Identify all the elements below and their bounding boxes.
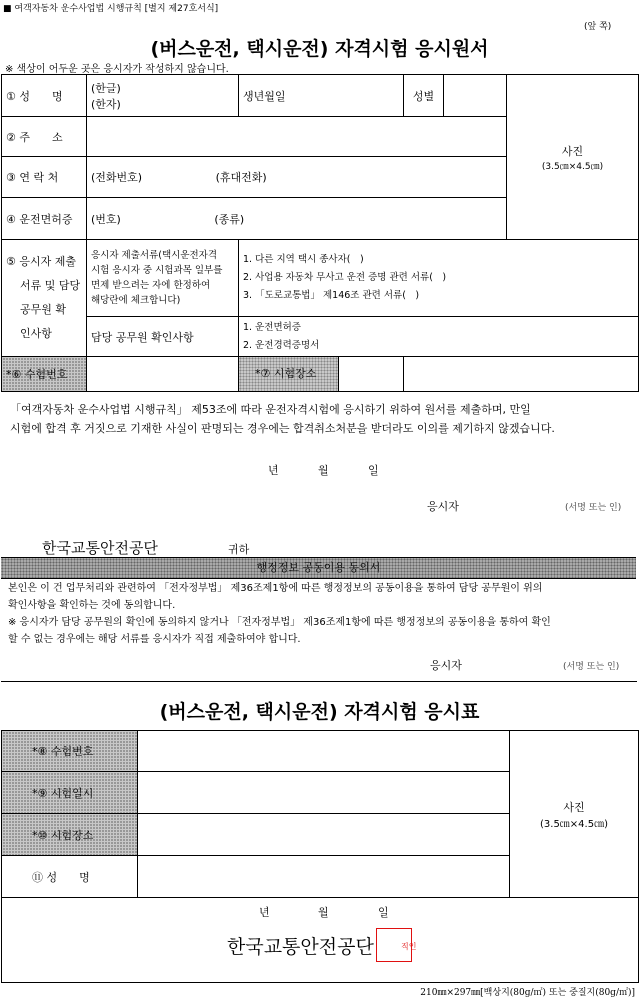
submit-label-line: 면제 받으려는 자에 한정하여 xyxy=(91,280,211,291)
ticket-date-year: 년 xyxy=(259,906,270,919)
exam-place-field xyxy=(404,357,639,392)
exam-number-field xyxy=(87,357,239,392)
ticket-agency-name: 한국교통안전공단 xyxy=(227,936,374,958)
signature-label[interactable]: (서명 또는 인) xyxy=(565,503,622,513)
applicant-label: 응시자 xyxy=(427,500,459,513)
address-field[interactable] xyxy=(87,117,507,157)
exam-place-cell xyxy=(239,357,404,392)
birth-field[interactable] xyxy=(239,75,404,117)
verify-list xyxy=(239,317,639,357)
consent-signature-label[interactable]: (서명 또는 인) xyxy=(563,662,620,672)
ticket-title: (버스운전, 택시운전) 자격시험 응시표 xyxy=(159,701,480,723)
submit-label-line: 시험 응시자 중 시험과목 일부를 xyxy=(91,265,223,276)
submit-label-line: 응시자 제출서류(택시운전자격 xyxy=(91,250,218,261)
official-seal-label: 직인 xyxy=(401,942,417,951)
form-divider xyxy=(1,681,637,682)
license-field[interactable] xyxy=(87,198,507,240)
exam-place-label: *⑦ 시험장소 xyxy=(239,357,339,391)
ticket-photo-box xyxy=(510,731,639,898)
ticket-exam-number-label: *⑧ 수험번호 xyxy=(2,731,138,772)
form-note: ※ 색상이 어두운 곳은 응시자가 작성하지 않습니다. xyxy=(5,64,229,75)
consent-text xyxy=(8,580,636,648)
mobile-label: (휴대전화) xyxy=(215,171,267,184)
ticket-name-label: ⑪ 성 명 xyxy=(2,856,138,898)
ticket-exam-place-field xyxy=(138,814,510,856)
consent-title: 행정정보 공동이용 동의서 xyxy=(1,557,636,579)
declaration-text xyxy=(10,400,635,438)
documents-label xyxy=(2,240,87,357)
license-type-label: (종류) xyxy=(214,212,245,226)
license-number-label: (번호) xyxy=(91,212,121,226)
ticket-table xyxy=(1,730,639,983)
birth-label: 생년월일 xyxy=(243,89,286,103)
exam-number-label: *⑥ 수험번호 xyxy=(2,357,87,392)
ticket-exam-date-label: *⑨ 시험일시 xyxy=(2,772,138,814)
ticket-photo-size: (3.5㎝×4.5㎝) xyxy=(540,818,608,830)
submit-item-1[interactable]: 1. 다른 지역 택시 종사자( ) xyxy=(243,254,364,265)
submit-label-line: 해당란에 체크합니다) xyxy=(91,295,181,306)
date-day: 일 xyxy=(368,464,379,477)
declaration-line: 시험에 합격 후 거짓으로 기재한 사실이 판명되는 경우에는 합격취소처분을 받더라도 이의를 제기하지 않겠습니다. xyxy=(10,422,555,435)
submit-item-2[interactable]: 2. 사업용 자동차 무사고 운전 증명 관련 서류( ) xyxy=(243,272,447,283)
phone-label: (전화번호) xyxy=(91,171,143,184)
documents-label-line: 인사항 xyxy=(20,327,52,340)
name-label: ① 성 명 xyxy=(2,75,87,117)
ticket-exam-date-field xyxy=(138,772,510,814)
submit-documents-label xyxy=(87,240,239,317)
ticket-photo-label: 사진 xyxy=(563,800,585,814)
consent-line: 확인사항을 확인하는 것에 동의합니다. xyxy=(8,600,176,611)
contact-field[interactable] xyxy=(87,157,507,198)
date-year: 년 xyxy=(268,464,279,477)
form-title: (버스운전, 택시운전) 자격시험 응시원서 xyxy=(150,38,489,60)
verify-label: 담당 공무원 확인사항 xyxy=(87,317,239,357)
address-label: ② 주 소 xyxy=(2,117,87,157)
documents-label-line: ⑤ 응시자 제출 xyxy=(6,255,76,268)
ticket-issuer-cell xyxy=(2,898,639,983)
contact-label: ③ 연 락 처 xyxy=(2,157,87,198)
gender-field[interactable] xyxy=(444,75,507,117)
page-side-label: (앞 쪽) xyxy=(584,22,612,32)
name-hanja-label: (한자) xyxy=(91,97,121,111)
ticket-date-day: 일 xyxy=(378,906,389,919)
ticket-name-field[interactable] xyxy=(138,856,510,898)
application-table xyxy=(1,74,639,392)
name-field[interactable] xyxy=(87,75,239,117)
documents-label-line: 공무원 확 xyxy=(20,303,67,316)
submit-documents-list xyxy=(239,240,639,317)
honorific: 귀하 xyxy=(228,543,250,556)
photo-box xyxy=(507,75,639,240)
consent-line: 본인은 이 건 업무처리와 관련하여 「전자정부법」 제36조제1항에 따른 행정정보의 공동이용을 통하여 담당 공무원이 위의 xyxy=(8,583,543,594)
gender-label: 성별 xyxy=(404,75,444,117)
ticket-date-month: 월 xyxy=(318,906,329,919)
declaration-line: 「여객자동차 운수사업법 시행규칙」 제53조에 따라 운전자격시험에 응시하기 위하여 원서를 제출하며, 만일 xyxy=(10,403,531,416)
ticket-exam-place-label: *⑩ 시험장소 xyxy=(2,814,138,856)
name-korean-label: (한글) xyxy=(91,81,121,95)
regulation-header: ■ 여객자동차 운수사업법 시행규칙 [별지 제27호서식] xyxy=(3,4,219,14)
agency-name: 한국교통안전공단 xyxy=(42,539,158,557)
verify-item-1: 1. 운전면허증 xyxy=(243,321,301,333)
verify-item-2: 2. 운전경력증명서 xyxy=(243,339,320,351)
photo-label: 사진 xyxy=(561,144,584,158)
ticket-exam-number-field xyxy=(138,731,510,772)
consent-line: 할 수 없는 경우에는 해당 서류를 응시자가 직접 제출하여야 합니다. xyxy=(8,634,301,645)
consent-applicant-label: 응시자 xyxy=(430,659,462,672)
photo-size: (3.5㎝×4.5㎝) xyxy=(541,161,604,172)
submit-item-3[interactable]: 3. 「도로교통법」 제146조 관련 서류( ) xyxy=(243,290,420,301)
license-label: ④ 운전면허증 xyxy=(2,198,87,240)
documents-label-line: 서류 및 담당 xyxy=(20,279,81,292)
consent-line: ※ 응시자가 담당 공무원의 확인에 동의하지 않거나 「전자정부법」 제36조제1항에 따른 행정정보의 공동이용을 통하여 확인 xyxy=(8,617,551,628)
date-month: 월 xyxy=(318,464,329,477)
paper-spec: 210㎜×297㎜[백상지(80g/㎡) 또는 중질지(80g/㎡)] xyxy=(420,988,635,998)
